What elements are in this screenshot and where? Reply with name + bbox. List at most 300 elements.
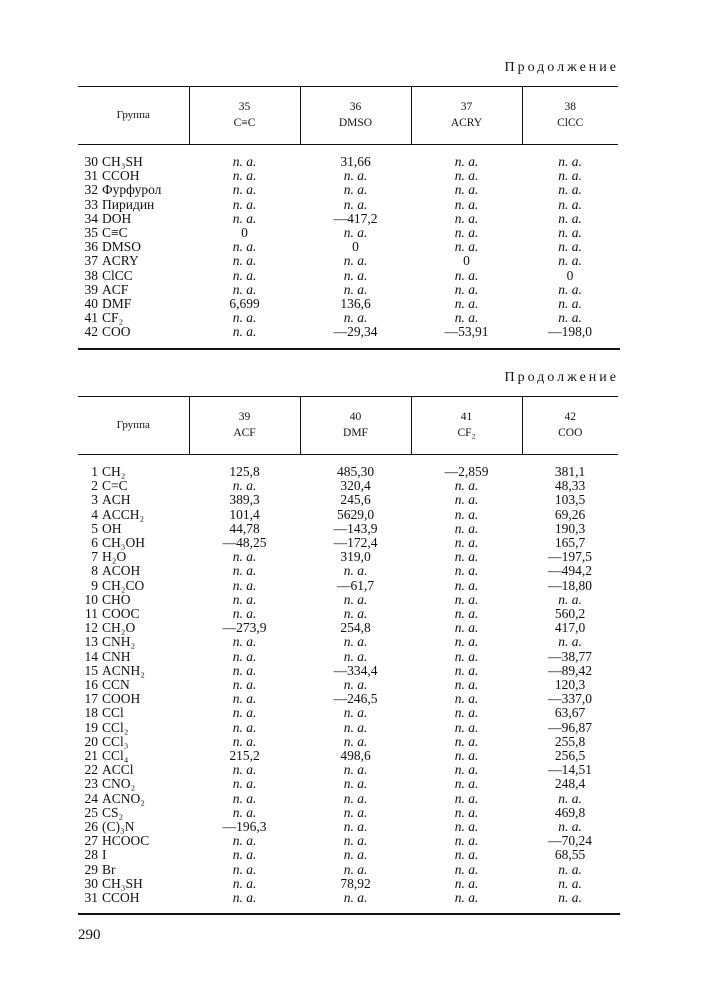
- value-cell: n. a.: [454, 478, 479, 494]
- value-cell: n. a.: [232, 267, 257, 283]
- group-name: ACNH₂: [102, 662, 145, 678]
- table-row: [78, 678, 618, 692]
- column-number: 40: [349, 410, 362, 423]
- group-name: CH₂: [102, 464, 126, 479]
- value-cell: n. a.: [454, 648, 479, 664]
- value-cell: —334,4: [333, 662, 378, 678]
- table-row: [78, 269, 618, 283]
- group-cell: [78, 311, 189, 325]
- group-name: C≡C: [102, 225, 128, 241]
- value-cell: 6,699: [229, 296, 260, 312]
- group-name: CH₃SH: [102, 154, 143, 169]
- value-cell: n. a.: [343, 634, 368, 650]
- table-end-rule: [78, 348, 620, 350]
- group-cell: [78, 621, 189, 635]
- value-cell: n. a.: [454, 492, 479, 508]
- value-cell: n. a.: [558, 182, 582, 198]
- column-label: DMF: [343, 426, 368, 439]
- group-name: (C)₃N: [102, 819, 135, 835]
- column-number: 35: [238, 100, 251, 113]
- group-cell: [78, 763, 189, 777]
- row-number: 9: [91, 577, 98, 593]
- value-cell: n. a.: [558, 210, 582, 226]
- value-cell: n. a.: [454, 267, 479, 283]
- group-name: CCl₄: [102, 748, 129, 764]
- value-cell: n. a.: [232, 847, 257, 863]
- column-header: [411, 87, 522, 145]
- table-row: [78, 834, 618, 848]
- value-cell: 381,1: [554, 464, 586, 479]
- group-name: CNH: [102, 648, 131, 664]
- value-cell: n. a.: [558, 790, 582, 806]
- value-cell: n. a.: [232, 196, 257, 212]
- group-cell: [78, 792, 189, 806]
- group-name: Пиридин: [102, 196, 155, 212]
- value-cell: n. a.: [454, 591, 479, 607]
- value-cell: —18,80: [548, 577, 592, 593]
- group-name: CH₂CO: [102, 577, 145, 593]
- group-name: COO: [102, 324, 131, 340]
- column-label: COO: [558, 426, 583, 439]
- value-cell: n. a.: [454, 719, 479, 735]
- value-cell: 417,0: [554, 620, 586, 636]
- value-cell: 389,3: [229, 492, 260, 508]
- group-name: CF₂: [102, 310, 124, 326]
- group-cell: [78, 706, 189, 720]
- value-cell: n. a.: [558, 890, 582, 906]
- group-cell: [78, 579, 189, 593]
- value-cell: 44,78: [229, 520, 260, 536]
- value-cell: 469,8: [554, 804, 586, 820]
- table-row: [78, 792, 618, 806]
- table-row: [78, 479, 618, 493]
- value-cell: n. a.: [232, 790, 257, 806]
- table-row: [78, 635, 618, 649]
- group-cell: [78, 891, 189, 905]
- table-row: [78, 735, 618, 749]
- row-number: 3: [91, 492, 98, 508]
- group-cell: [78, 240, 189, 254]
- value-cell: n. a.: [343, 719, 368, 735]
- value-cell: n. a.: [454, 705, 479, 721]
- row-number: 28: [84, 847, 98, 863]
- value-cell: 136,6: [340, 296, 371, 312]
- value-cell: —29,34: [333, 324, 378, 340]
- group-name: CCN: [102, 677, 130, 693]
- value-cell: n. a.: [558, 634, 582, 650]
- value-cell: n. a.: [454, 196, 479, 212]
- value-cell: n. a.: [232, 549, 257, 565]
- value-cell: —61,7: [336, 577, 375, 593]
- value-cell: n. a.: [454, 210, 479, 226]
- value-cell: —89,42: [548, 662, 592, 678]
- table-row: [78, 550, 618, 564]
- value-cell: n. a.: [232, 253, 257, 269]
- row-number: 30: [84, 154, 98, 169]
- group-cell: [78, 169, 189, 183]
- table-row: [78, 283, 618, 297]
- table-row: [78, 212, 618, 226]
- value-cell: n. a.: [232, 762, 257, 778]
- value-cell: n. a.: [232, 733, 257, 749]
- row-number: 35: [84, 225, 98, 241]
- value-cell: n. a.: [232, 776, 257, 792]
- group-column-header: Группа: [116, 419, 150, 432]
- row-number: 7: [91, 549, 98, 565]
- row-number: 42: [84, 324, 98, 340]
- group-name: H₂O: [102, 549, 127, 565]
- table-row: [78, 254, 618, 268]
- value-cell: n. a.: [558, 296, 582, 312]
- column-header: [411, 397, 522, 455]
- group-name: ClCC: [102, 267, 133, 283]
- value-cell: n. a.: [454, 225, 479, 241]
- value-cell: —172,4: [333, 535, 378, 551]
- page-number: 290: [78, 927, 101, 943]
- group-cell: [78, 479, 189, 493]
- column-number: 36: [349, 100, 362, 113]
- group-cell: [78, 721, 189, 735]
- value-cell: 78,92: [340, 875, 371, 891]
- row-number: 17: [84, 691, 98, 707]
- row-number: 5: [91, 520, 98, 536]
- value-cell: n. a.: [232, 861, 257, 877]
- row-number: 22: [84, 762, 98, 778]
- value-cell: n. a.: [232, 691, 257, 707]
- value-cell: n. a.: [454, 776, 479, 792]
- table-row: [78, 579, 618, 593]
- table-row: [78, 721, 618, 735]
- group-cell: [78, 297, 189, 311]
- column-number: 42: [564, 410, 576, 423]
- value-cell: n. a.: [454, 168, 479, 184]
- column-header: [189, 397, 300, 455]
- value-cell: 498,6: [340, 748, 371, 764]
- value-cell: n. a.: [343, 182, 368, 198]
- value-cell: n. a.: [343, 606, 368, 622]
- value-cell: n. a.: [558, 310, 582, 326]
- group-cell: [78, 848, 189, 862]
- value-cell: n. a.: [558, 196, 582, 212]
- group-name: CHO: [102, 591, 131, 607]
- group-name: ACCl: [102, 762, 134, 778]
- value-cell: n. a.: [343, 648, 368, 664]
- value-cell: n. a.: [232, 833, 257, 849]
- group-name: CCl₂: [102, 719, 129, 735]
- table-row: [78, 806, 618, 820]
- value-cell: n. a.: [232, 154, 257, 169]
- table-row: [78, 877, 618, 891]
- value-cell: n. a.: [343, 267, 368, 283]
- row-number: 27: [84, 833, 98, 849]
- group-name: ACNO₂: [102, 790, 145, 806]
- row-number: 26: [84, 819, 98, 835]
- value-cell: —197,5: [548, 549, 592, 565]
- row-number: 23: [84, 776, 98, 792]
- row-number: 2: [91, 478, 98, 494]
- table-row: [78, 183, 618, 197]
- value-cell: n. a.: [232, 563, 257, 579]
- table-row: [78, 650, 618, 664]
- row-number: 14: [84, 648, 98, 664]
- group-cell: [78, 834, 189, 848]
- table-row: [78, 311, 618, 325]
- value-cell: n. a.: [454, 535, 479, 551]
- value-cell: 5629,0: [336, 506, 375, 522]
- value-cell: n. a.: [232, 478, 257, 494]
- value-cell: n. a.: [558, 591, 582, 607]
- group-name: CNH₂: [102, 634, 136, 650]
- value-cell: n. a.: [454, 833, 479, 849]
- group-cell: [78, 493, 189, 507]
- value-cell: n. a.: [454, 577, 479, 593]
- value-cell: —53,91: [444, 324, 489, 340]
- row-number: 6: [91, 535, 98, 551]
- group-cell: [78, 522, 189, 536]
- value-cell: n. a.: [454, 549, 479, 565]
- group-column-header: Группа: [116, 109, 150, 122]
- value-cell: 0: [352, 239, 359, 255]
- value-cell: n. a.: [343, 762, 368, 778]
- table-row: [78, 493, 618, 507]
- row-number: 16: [84, 677, 98, 693]
- value-cell: n. a.: [454, 677, 479, 693]
- group-name: DMSO: [102, 239, 142, 255]
- group-cell: [78, 678, 189, 692]
- table-row: [78, 664, 618, 678]
- value-cell: n. a.: [232, 705, 257, 721]
- row-number: 38: [84, 267, 98, 283]
- column-number: 39: [238, 410, 251, 423]
- value-cell: n. a.: [343, 563, 368, 579]
- value-cell: n. a.: [343, 804, 368, 820]
- group-name: ACCH₂: [102, 506, 145, 522]
- value-cell: —143,9: [333, 520, 378, 536]
- row-number: 21: [84, 748, 98, 764]
- group-cell: [78, 212, 189, 226]
- table-row: [78, 863, 618, 877]
- column-header: [522, 87, 618, 145]
- value-cell: n. a.: [343, 281, 368, 297]
- table-row: [78, 749, 618, 763]
- value-cell: n. a.: [454, 819, 479, 835]
- column-number: 37: [460, 100, 473, 113]
- row-number: 24: [84, 790, 98, 806]
- table-row: [78, 763, 618, 777]
- column-header: [522, 397, 618, 455]
- parameters-table-2: [78, 396, 618, 905]
- table-row: [78, 621, 618, 635]
- value-cell: n. a.: [232, 719, 257, 735]
- group-name: CH₂O: [102, 620, 136, 636]
- group-cell: [78, 254, 189, 268]
- value-cell: n. a.: [558, 168, 582, 184]
- table-row: [78, 297, 618, 311]
- row-number: 31: [84, 168, 98, 184]
- value-cell: n. a.: [232, 662, 257, 678]
- value-cell: n. a.: [232, 577, 257, 593]
- row-number: 20: [84, 733, 98, 749]
- table-header-row: [78, 397, 618, 455]
- value-cell: 190,3: [554, 520, 586, 536]
- column-label: ClCC: [557, 116, 584, 129]
- value-cell: 0: [463, 253, 470, 269]
- value-cell: —14,51: [548, 762, 592, 778]
- value-cell: 255,8: [554, 733, 586, 749]
- table-row: [78, 891, 618, 905]
- value-cell: n. a.: [454, 563, 479, 579]
- value-cell: n. a.: [558, 281, 582, 297]
- value-cell: n. a.: [343, 705, 368, 721]
- group-cell: [78, 183, 189, 197]
- value-cell: n. a.: [232, 168, 257, 184]
- group-name: ACRY: [102, 253, 139, 269]
- value-cell: n. a.: [558, 225, 582, 241]
- column-label: CF₂: [457, 426, 476, 439]
- group-cell: [78, 198, 189, 212]
- continued-label: Продолжение: [504, 370, 619, 385]
- row-number: 32: [84, 182, 98, 198]
- group-cell: [78, 155, 189, 169]
- value-cell: n. a.: [232, 324, 257, 340]
- value-cell: n. a.: [343, 861, 368, 877]
- value-cell: 31,66: [340, 154, 371, 169]
- value-cell: n. a.: [454, 634, 479, 650]
- column-number: 41: [460, 410, 473, 423]
- table-row: [78, 848, 618, 862]
- value-cell: n. a.: [232, 210, 257, 226]
- group-cell: [78, 692, 189, 706]
- group-name: DOH: [102, 210, 132, 226]
- value-cell: n. a.: [343, 168, 368, 184]
- value-cell: 0: [241, 225, 248, 241]
- value-cell: n. a.: [558, 239, 582, 255]
- table-row: [78, 522, 618, 536]
- value-cell: 320,4: [340, 478, 371, 494]
- column-label: ACRY: [450, 116, 483, 129]
- row-number: 31: [84, 890, 98, 906]
- group-name: CCl: [102, 705, 124, 721]
- value-cell: —494,2: [548, 563, 592, 579]
- value-cell: n. a.: [343, 225, 368, 241]
- value-cell: —2,859: [444, 464, 489, 479]
- row-number: 19: [84, 719, 98, 735]
- value-cell: n. a.: [454, 662, 479, 678]
- value-cell: —70,24: [548, 833, 592, 849]
- row-number: 39: [84, 281, 98, 297]
- table-row: [78, 226, 618, 240]
- group-cell: [78, 283, 189, 297]
- table-row: [78, 325, 618, 339]
- value-cell: 69,26: [554, 506, 586, 522]
- value-cell: n. a.: [232, 804, 257, 820]
- group-name: CCOH: [102, 168, 140, 184]
- value-cell: n. a.: [454, 182, 479, 198]
- group-cell: [78, 749, 189, 763]
- value-cell: n. a.: [454, 154, 479, 169]
- value-cell: n. a.: [232, 239, 257, 255]
- row-number: 12: [84, 620, 98, 636]
- column-label: ACF: [233, 426, 256, 439]
- group-cell: [78, 508, 189, 522]
- table-row: [78, 240, 618, 254]
- table-row: [78, 692, 618, 706]
- column-header: [300, 87, 411, 145]
- value-cell: n. a.: [343, 790, 368, 806]
- value-cell: n. a.: [343, 847, 368, 863]
- value-cell: n. a.: [454, 804, 479, 820]
- value-cell: 560,2: [554, 606, 586, 622]
- group-cell: [78, 777, 189, 791]
- table-row: [78, 198, 618, 212]
- table-row: [78, 465, 618, 479]
- group-name: OH: [102, 520, 122, 536]
- value-cell: n. a.: [232, 677, 257, 693]
- value-cell: 63,67: [554, 705, 586, 721]
- group-cell: [78, 650, 189, 664]
- value-cell: n. a.: [343, 733, 368, 749]
- value-cell: n. a.: [454, 606, 479, 622]
- row-number: 13: [84, 634, 98, 650]
- group-name: CH₃SH: [102, 875, 143, 891]
- table-row: [78, 706, 618, 720]
- value-cell: n. a.: [232, 310, 257, 326]
- parameters-table-1: [78, 86, 618, 340]
- value-cell: n. a.: [558, 861, 582, 877]
- group-cell: [78, 564, 189, 578]
- value-cell: n. a.: [232, 875, 257, 891]
- row-number: 15: [84, 662, 98, 678]
- group-cell: [78, 635, 189, 649]
- row-number: 41: [84, 310, 98, 326]
- value-cell: 245,6: [340, 492, 371, 508]
- row-number: 25: [84, 804, 98, 820]
- value-cell: n. a.: [343, 819, 368, 835]
- group-cell: [78, 226, 189, 240]
- group-name: C=C: [102, 478, 128, 494]
- value-cell: —337,0: [548, 691, 592, 707]
- group-name: ACH: [102, 492, 131, 508]
- row-number: 8: [91, 563, 98, 579]
- value-cell: 120,3: [554, 677, 586, 693]
- group-name: COOC: [102, 606, 140, 622]
- group-cell: [78, 877, 189, 891]
- group-cell: [78, 536, 189, 550]
- row-number: 18: [84, 705, 98, 721]
- column-label: C≡C: [233, 116, 256, 129]
- group-cell: [78, 664, 189, 678]
- group-name: DMF: [102, 296, 132, 312]
- group-name: COOH: [102, 691, 141, 707]
- value-cell: n. a.: [232, 591, 257, 607]
- row-number: 36: [84, 239, 98, 255]
- value-cell: 215,2: [229, 748, 260, 764]
- group-cell: [78, 550, 189, 564]
- value-cell: n. a.: [454, 890, 479, 906]
- group-name: CH₃OH: [102, 535, 145, 551]
- group-cell: [78, 325, 189, 339]
- value-cell: n. a.: [343, 310, 368, 326]
- group-name: CNO₂: [102, 776, 136, 792]
- table-row: [78, 536, 618, 550]
- group-cell: [78, 607, 189, 621]
- column-label: DMSO: [338, 116, 373, 129]
- group-name: I: [102, 847, 107, 863]
- row-number: 40: [84, 296, 98, 312]
- value-cell: —38,77: [548, 648, 592, 664]
- value-cell: 319,0: [340, 549, 371, 565]
- row-number: 34: [84, 210, 98, 226]
